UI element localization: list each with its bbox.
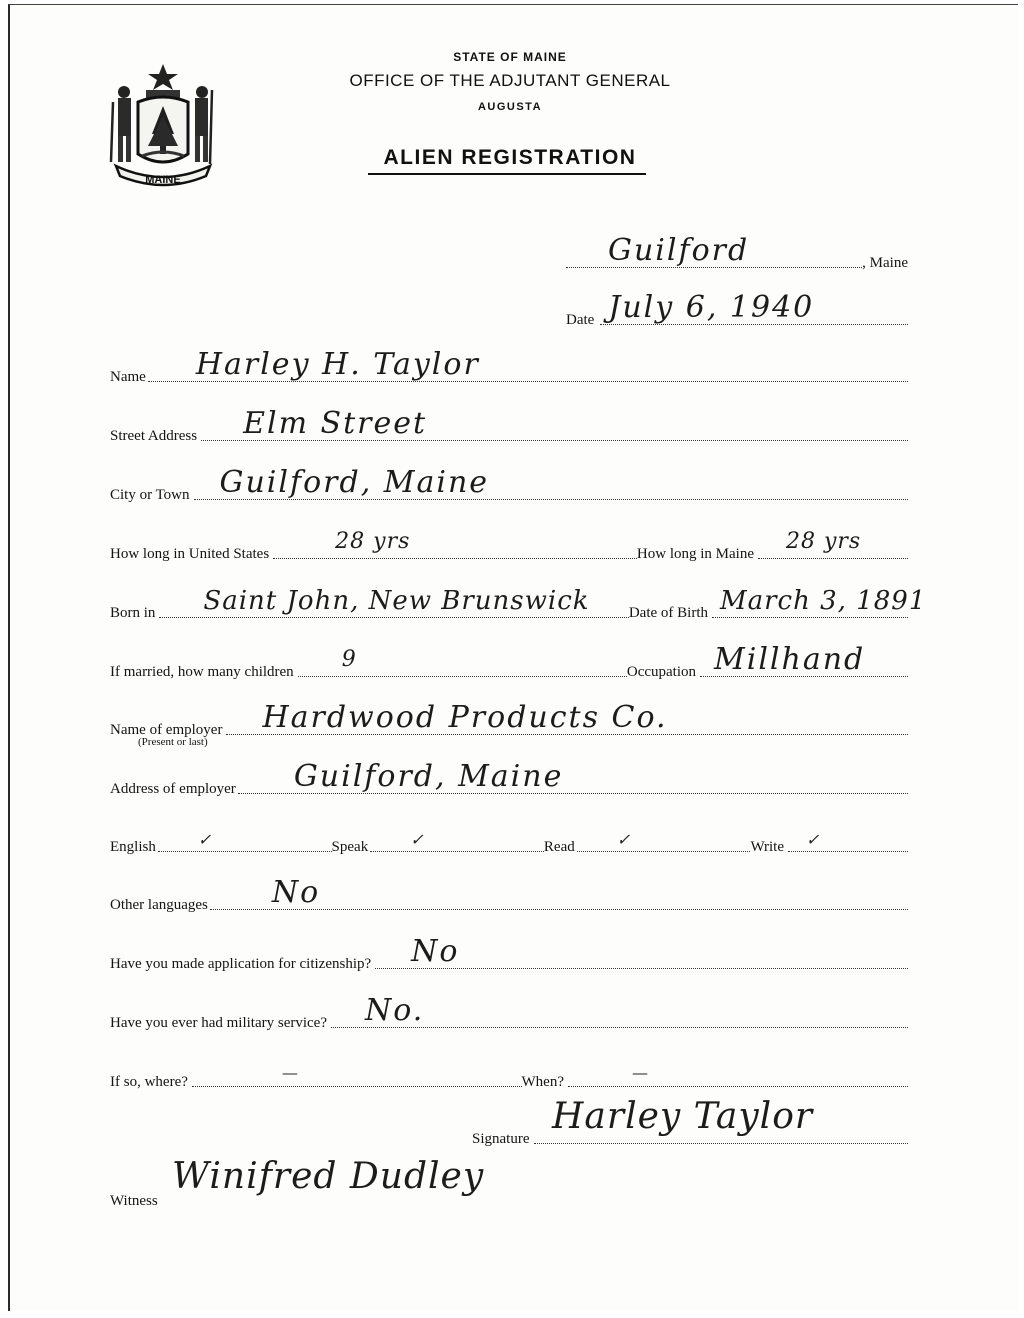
street-address-row (110, 405, 908, 445)
employer-row (110, 699, 908, 739)
street-address-field[interactable] (201, 406, 908, 441)
where-value: — (281, 1063, 298, 1082)
how-long-maine-label: How long in Maine (636, 546, 754, 562)
witness-label: Witness (110, 1193, 158, 1209)
when-field[interactable] (568, 1063, 908, 1087)
english-row (110, 816, 908, 856)
how-long-us-value: 28 yrs (335, 529, 411, 554)
date-of-birth-value: March 3, 1891 (720, 586, 927, 616)
english-label: English (110, 839, 156, 855)
occupation-label: Occupation (626, 664, 696, 680)
read-field[interactable] (577, 830, 751, 852)
occupation-field[interactable] (700, 642, 908, 677)
applicant-signature: Harley Taylor (552, 1096, 814, 1137)
header-city: AUGUSTA (477, 101, 543, 113)
maine-state-seal (108, 62, 218, 190)
city-field[interactable] (194, 465, 908, 500)
employer-address-label: Address of employer (110, 781, 236, 797)
born-in-field[interactable] (159, 586, 628, 618)
city-label: City or Town (110, 487, 190, 503)
children-field[interactable] (298, 647, 627, 677)
where-label: If so, where? (110, 1074, 188, 1090)
other-languages-value: No (271, 875, 321, 910)
date-row (566, 289, 908, 329)
witness-signature: Winifred Dudley (172, 1156, 485, 1197)
born-in-value: Saint John, New Brunswick (203, 586, 590, 616)
english-checkmark: ✓ (197, 830, 212, 849)
employer-address-field[interactable] (238, 759, 908, 794)
residence-duration-row (110, 523, 908, 563)
how-long-us-label: How long in United States (110, 546, 270, 562)
military-label: Have you ever had military service? (110, 1015, 327, 1031)
form-title: ALIEN REGISTRATION (383, 146, 637, 169)
citizenship-value: No (411, 934, 460, 969)
town-value: Guilford (608, 233, 750, 268)
employer-field[interactable] (226, 700, 908, 735)
town-field[interactable] (566, 233, 862, 268)
write-checkmark: ✓ (806, 830, 820, 849)
employer-address-row (110, 758, 908, 798)
citizenship-label: Have you made application for citizenship? (110, 956, 372, 972)
how-long-maine-field[interactable] (758, 529, 908, 559)
header-office: OFFICE OF THE ADJUTANT GENERAL (349, 71, 671, 90)
military-row (110, 992, 908, 1032)
speak-field[interactable] (370, 830, 544, 852)
employer-sublabel: (Present or last) (138, 736, 208, 748)
military-where-when-row (110, 1051, 908, 1091)
signature-field[interactable] (534, 1142, 909, 1144)
title-underline (368, 173, 646, 175)
employer-label: Name of employer (110, 722, 223, 738)
seal-banner-text: MAINE (145, 174, 181, 186)
other-languages-field[interactable] (210, 875, 908, 910)
other-languages-row (110, 874, 908, 914)
employer-value: Hardwood Products Co. (262, 700, 668, 735)
military-value: No. (365, 993, 425, 1028)
date-value: July 6, 1940 (608, 290, 815, 325)
military-field[interactable] (331, 993, 908, 1028)
how-long-maine-value: 28 yrs (786, 529, 862, 554)
born-in-label: Born in (110, 605, 156, 621)
city-value: Guilford, Maine (219, 465, 490, 500)
street-address-label: Street Address (110, 428, 198, 444)
employer-address-value: Guilford, Maine (293, 759, 564, 794)
date-field[interactable] (600, 290, 908, 325)
english-field[interactable] (158, 830, 332, 852)
name-value: Harley H. Taylor (195, 347, 480, 382)
name-label: Name (110, 369, 146, 385)
where-field[interactable] (192, 1063, 522, 1087)
family-occupation-row (110, 641, 908, 681)
signature-label: Signature (472, 1131, 530, 1147)
name-row (110, 346, 908, 386)
street-address-value: Elm Street (243, 406, 428, 441)
write-field[interactable] (788, 830, 908, 852)
date-of-birth-field[interactable] (712, 586, 927, 618)
town-label: , Maine (862, 255, 908, 271)
read-label: Read (543, 839, 575, 855)
when-value: — (632, 1063, 648, 1082)
speak-checkmark: ✓ (410, 830, 424, 849)
date-label: Date (566, 312, 595, 328)
occupation-value: Millhand (714, 642, 866, 677)
when-label: When? (521, 1074, 564, 1090)
read-checkmark: ✓ (616, 830, 631, 849)
children-value: 9 (341, 647, 357, 672)
speak-label: Speak (331, 839, 369, 855)
citizenship-row (110, 933, 908, 973)
name-field[interactable] (148, 347, 908, 382)
date-of-birth-label: Date of Birth (628, 605, 708, 621)
city-row (110, 464, 908, 504)
citizenship-field[interactable] (375, 934, 908, 969)
other-languages-label: Other languages (110, 897, 208, 913)
town-row (566, 232, 908, 272)
write-label: Write (750, 839, 784, 855)
children-label: If married, how many children (110, 664, 294, 680)
header-state: STATE OF MAINE (453, 50, 567, 64)
how-long-us-field[interactable] (273, 529, 637, 559)
birth-row (110, 582, 927, 622)
